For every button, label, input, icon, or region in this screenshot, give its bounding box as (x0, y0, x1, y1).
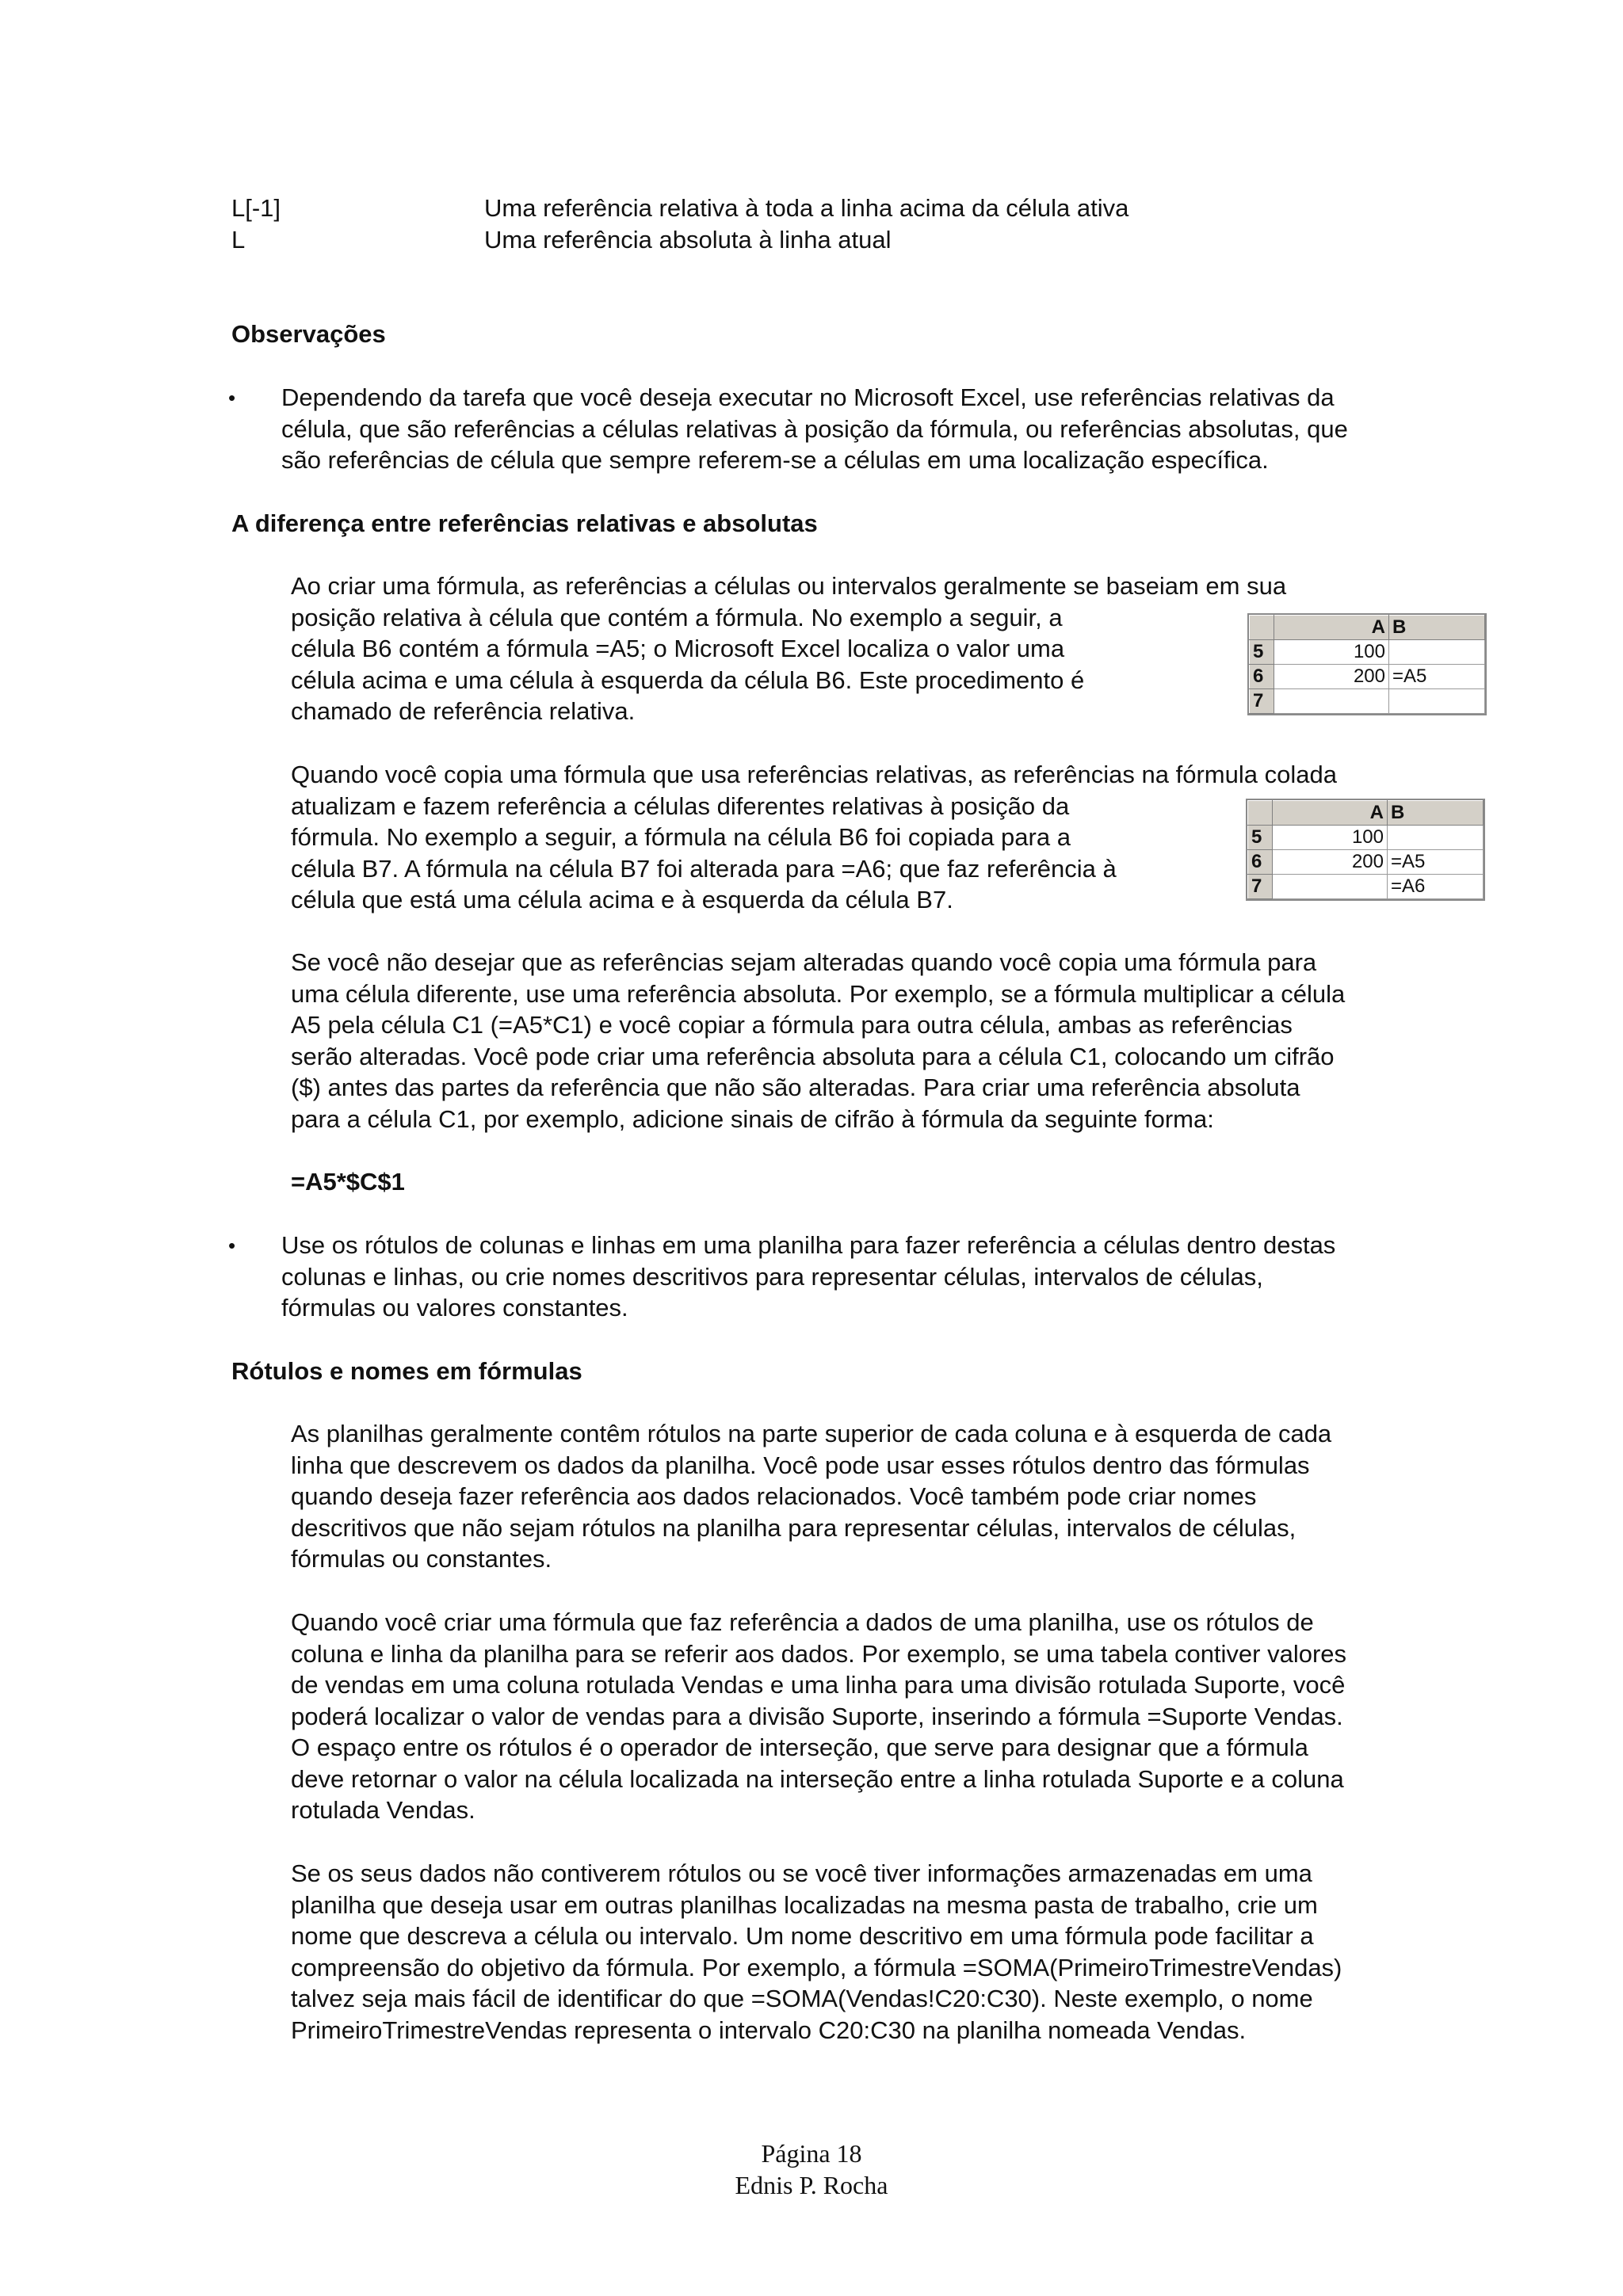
column-header: A (1273, 801, 1388, 826)
text-line: PrimeiroTrimestreVendas representa o intervalo C20:C30 na planilha nomeada Vendas. (291, 2016, 1247, 2044)
cell (1273, 875, 1388, 899)
cell: 100 (1274, 640, 1389, 665)
grid-corner (1248, 801, 1273, 826)
page-number: Página 18 (761, 2139, 862, 2168)
text-line: O espaço entre os rótulos é o operador de interseção, que serve para designar que a fórmula (291, 1733, 1308, 1761)
text-line: fórmulas ou valores constantes. (281, 1294, 628, 1322)
text-line: talvez seja mais fácil de identificar do que =SOMA(Vendas!C20:C30). Neste exemplo, o nome (291, 1985, 1313, 2012)
cell (1389, 640, 1485, 665)
row-header: 7 (1250, 689, 1274, 714)
heading-diferenca: A diferença entre referências relativas e absolutas (231, 509, 818, 537)
text-line: quando deseja fazer referência aos dados relacionados. Você também pode criar nomes (291, 1482, 1257, 1510)
text-line: célula que está uma célula acima e à esquerda da célula B7. (291, 886, 953, 913)
text-line: célula, que são referências a células relativas à posição da fórmula, ou referências absolutas, que (281, 414, 1348, 443)
row-header: 7 (1248, 875, 1273, 899)
text-line: Quando você copia uma fórmula que usa referências relativas, as referências na fórmula colada (291, 761, 1337, 788)
text-line: planilha que deseja usar em outras planilhas localizadas na mesma pasta de trabalho, crie um (291, 1890, 1318, 1919)
paragraph-rotulos-2 (291, 1607, 1346, 1826)
text-line: rotulada Vendas. (291, 1796, 475, 1824)
ref-code-2: L (231, 226, 246, 254)
bullet-marker: • (228, 1234, 236, 1257)
formula-example: =A5*$C$1 (291, 1168, 405, 1196)
text-line: fórmulas ou constantes. (291, 1545, 552, 1573)
text-line: poderá localizar o valor de vendas para a divisão Suporte, inserindo a fórmula =Suporte Vendas. (291, 1702, 1343, 1730)
text-line: Se você não desejar que as referências sejam alteradas quando você copia uma fórmula para (291, 948, 1317, 976)
paragraph-absoluta (291, 947, 1345, 1135)
row-header: 5 (1248, 826, 1273, 850)
column-header: B (1389, 616, 1485, 640)
bullet-paragraph-2 (281, 1230, 1335, 1324)
text-line: uma célula diferente, use uma referência absoluta. Por exemplo, se a fórmula multiplicar a célula (291, 979, 1346, 1008)
text-line: colunas e linhas, ou crie nomes descritivos para representar células, intervalos de células, (281, 1262, 1263, 1291)
paragraph-rotulos-1 (291, 1418, 1331, 1575)
cell: =A5 (1389, 665, 1485, 689)
author-name: Ednis P. Rocha (735, 2171, 888, 2199)
text-line: célula B6 contém a fórmula =A5; o Microsoft Excel localiza o valor uma (291, 635, 1065, 662)
text-line: chamado de referência relativa. (291, 697, 636, 725)
text-line: célula acima e uma célula à esquerda da célula B6. Este procedimento é (291, 666, 1085, 694)
text-line: As planilhas geralmente contêm rótulos na parte superior de cada coluna e à esquerda de cada (291, 1420, 1332, 1447)
ref-desc-2: Uma referência absoluta à linha atual (484, 226, 892, 254)
heading-rotulos: Rótulos e nomes em fórmulas (231, 1357, 582, 1385)
text-line: ($) antes das partes da referência que não são alteradas. Para criar uma referência absoluta (291, 1074, 1300, 1101)
text-line: célula B7. A fórmula na célula B7 foi alterada para =A6; que faz referência à (291, 854, 1117, 883)
text-line: Ao criar uma fórmula, as referências a células ou intervalos geralmente se baseiam em sua (291, 572, 1287, 600)
paragraph-copia (291, 759, 1337, 916)
cell (1389, 689, 1485, 714)
cell: 100 (1273, 826, 1388, 850)
paragraph-relativa (291, 570, 1286, 727)
text-line: Use os rótulos de colunas e linhas em uma planilha para fazer referência a células dentro destas (281, 1231, 1336, 1259)
cell (1274, 689, 1389, 714)
text-line: deve retornar o valor na célula localizada na interseção entre a linha rotulada Suporte e a coluna (291, 1764, 1344, 1793)
paragraph-rotulos-3 (291, 1858, 1342, 2046)
text-line: de vendas em uma coluna rotulada Vendas e uma linha para uma divisão rotulada Suporte, você (291, 1671, 1346, 1699)
text-line: Dependendo da tarefa que você deseja executar no Microsoft Excel, use referências relativas da (281, 383, 1335, 411)
ref-code-1: L[-1] (231, 194, 281, 222)
row-header: 6 (1250, 665, 1274, 689)
bullet-marker: • (228, 386, 236, 410)
cell (1388, 826, 1484, 850)
column-header: A (1274, 616, 1389, 640)
text-line: são referências de célula que sempre referem-se a células em uma localização específica. (281, 446, 1269, 474)
text-line: A5 pela célula C1 (=A5*C1) e você copiar a fórmula para outra célula, ambas as referências (291, 1011, 1293, 1039)
ref-desc-1: Uma referência relativa à toda a linha acima da célula ativa (484, 194, 1129, 222)
row-header: 5 (1250, 640, 1274, 665)
cell: =A5 (1388, 850, 1484, 875)
column-header: B (1388, 801, 1484, 826)
text-line: linha que descrevem os dados da planilha. Você pode usar esses rótulos dentro das fórmulas (291, 1451, 1310, 1479)
text-line: fórmula. No exemplo a seguir, a fórmula na célula B6 foi copiada para a (291, 823, 1071, 851)
text-line: posição relativa à célula que contém a fórmula. No exemplo a seguir, a (291, 603, 1063, 631)
row-header: 6 (1248, 850, 1273, 875)
heading-observacoes: Observações (231, 320, 386, 348)
text-line: nome que descreva a célula ou intervalo. Um nome descritivo em uma fórmula pode facilitar a (291, 1922, 1314, 1950)
bullet-paragraph-1 (281, 382, 1348, 476)
cell: 200 (1273, 850, 1388, 875)
text-line: coluna e linha da planilha para se referir aos dados. Por exemplo, se uma tabela contiver valores (291, 1639, 1347, 1668)
text-line: compreensão do objetivo da fórmula. Por exemplo, a fórmula =SOMA(PrimeiroTrimestreVendas) (291, 1953, 1342, 1981)
cell: =A6 (1388, 875, 1484, 899)
grid-corner (1250, 616, 1274, 640)
text-line: descritivos que não sejam rótulos na planilha para representar células, intervalos de células, (291, 1513, 1296, 1542)
spreadsheet-example-2 (1246, 799, 1485, 901)
text-line: serão alteradas. Você pode criar uma referência absoluta para a célula C1, colocando um cifrão (291, 1042, 1335, 1070)
cell: 200 (1274, 665, 1389, 689)
text-line: atualizam e fazem referência a células diferentes relativas à posição da (291, 791, 1070, 820)
text-line: para a célula C1, por exemplo, adicione sinais de cifrão à fórmula da seguinte forma: (291, 1104, 1214, 1133)
spreadsheet-example-1 (1247, 613, 1487, 715)
text-line: Se os seus dados não contiverem rótulos ou se você tiver informações armazenadas em uma (291, 1859, 1312, 1887)
text-line: Quando você criar uma fórmula que faz referência a dados de uma planilha, use os rótulos de (291, 1608, 1314, 1636)
